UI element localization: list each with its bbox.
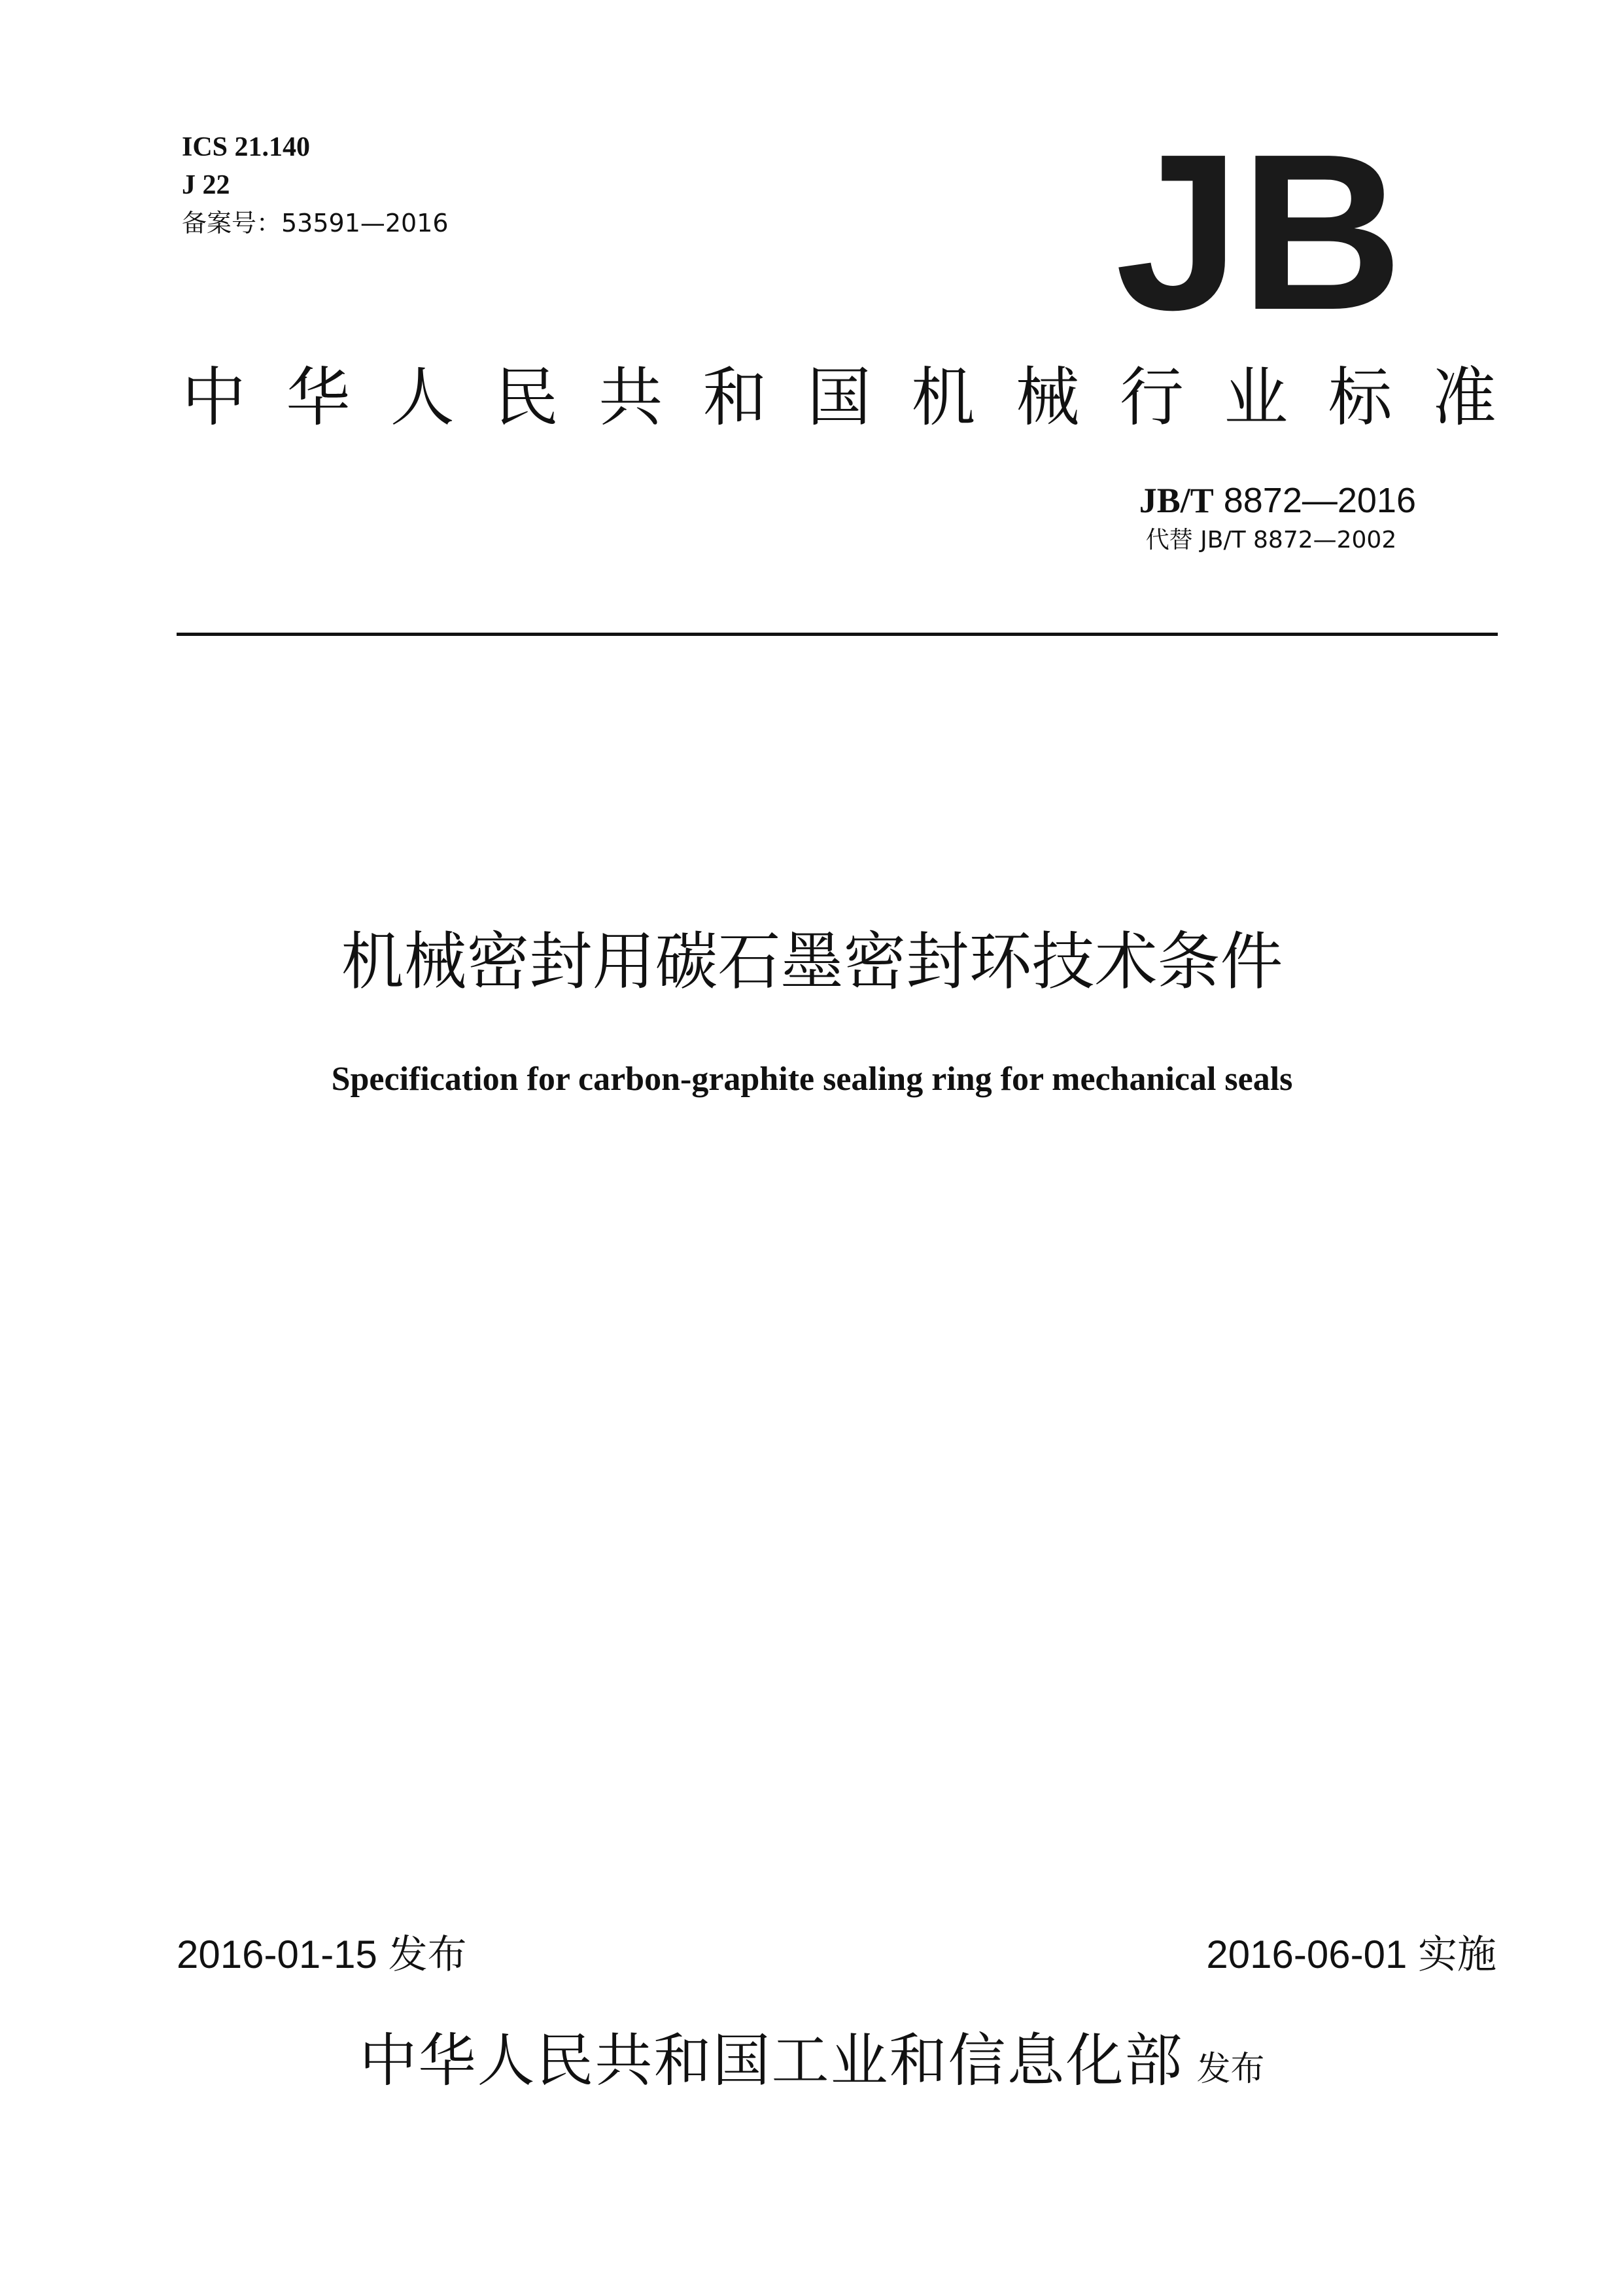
jb-logo bbox=[1112, 137, 1406, 321]
classification-block bbox=[182, 128, 449, 242]
industry-title-char: 械 bbox=[1015, 360, 1080, 435]
publisher bbox=[0, 2025, 1624, 2105]
industry-title-char: 和 bbox=[702, 360, 767, 435]
industry-title-char: 华 bbox=[286, 360, 351, 435]
standard-number bbox=[1139, 479, 1416, 522]
document-title-en: Specification for carbon-graphite sealing ring for mechanical seals bbox=[331, 1060, 1293, 1098]
industry-title-char: 机 bbox=[911, 360, 976, 435]
issue-date: 2016-01-15 发布 bbox=[177, 1933, 467, 1976]
ics-code: ICS 21.140 bbox=[182, 132, 311, 162]
standard-number-block bbox=[1139, 479, 1416, 559]
filing-number: 备案号：53591—2016 bbox=[182, 209, 449, 237]
publisher-suffix: 发布 bbox=[1196, 2050, 1265, 2089]
industry-title-char: 业 bbox=[1224, 360, 1288, 435]
industry-title-char: 标 bbox=[1328, 360, 1392, 435]
industry-title-char: 人 bbox=[390, 360, 455, 435]
industry-title-char: 准 bbox=[1432, 360, 1496, 435]
class-code: J 22 bbox=[182, 170, 230, 200]
industry-title-char: 国 bbox=[806, 360, 871, 435]
industry-standard-title bbox=[182, 359, 1496, 437]
publisher-name: 中华人民共和国工业和信息化部 bbox=[359, 2027, 1184, 2094]
document-title-cn: 机械密封用碳石墨密封环技术条件 bbox=[341, 925, 1283, 998]
replaces-standard: 代替 JB/T 8872—2002 bbox=[1145, 527, 1397, 553]
industry-title-char: 中 bbox=[182, 360, 247, 435]
industry-title-char: 民 bbox=[494, 360, 559, 435]
logo-text: JB bbox=[1115, 137, 1403, 321]
standard-number-prefix: JB/T bbox=[1139, 481, 1214, 520]
industry-title-char: 共 bbox=[598, 360, 663, 435]
header-divider bbox=[177, 633, 1498, 636]
standard-number-rest: 8872—2016 bbox=[1213, 481, 1416, 520]
industry-title-char: 行 bbox=[1119, 360, 1184, 435]
implementation-date: 2016-06-01 实施 bbox=[1206, 1933, 1496, 1976]
